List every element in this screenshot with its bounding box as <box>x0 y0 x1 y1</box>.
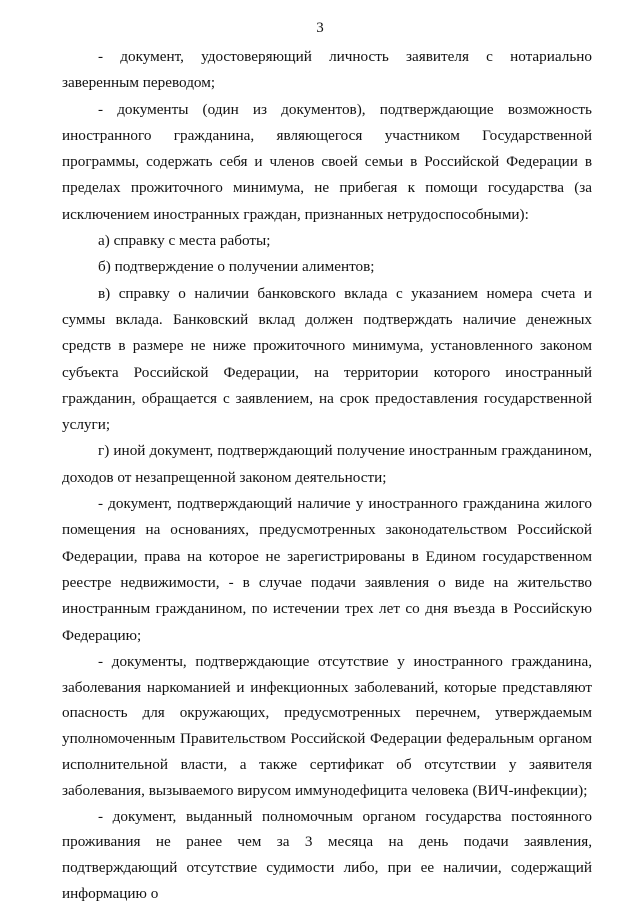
paragraph-housing: - документ, подтверждающий наличие у иностранного гражданина жилого помещения на основаниях, предусмотренных законодательством Российской Федерации, права на которое не зарегистрированы в Едином государственном реестре недвижимости, - в случае подачи заявления о виде на жительство иностранным гражданином, по истечении трех лет со дня въезда в Российскую Федерацию; <box>62 495 592 644</box>
paragraph-other-income: г) иной документ, подтверждающий получение иностранным гражданином, доходов от незапрещенной законом деятельности; <box>62 442 592 486</box>
document-body <box>62 44 592 907</box>
paragraph-criminal-record: - документ, выданный полномочным органом государства постоянного проживания не ранее чем за 3 месяца на день подачи заявления, подтверждающий отсутствие судимости либо, при ее наличии, содержащий информацию о <box>62 807 592 902</box>
paragraph-alimony-confirmation: б) подтверждение о получении алиментов; <box>98 258 375 276</box>
paragraph-bank-deposit: в) справку о наличии банковского вклада с указанием номера счета и суммы вклада. Банковский вклад должен подтверждать наличие денежных средств в размере не ниже прожиточного минимума, установленного законом субъекта Российской Федерации, на территории которого иностранный гражданин, обращается с заявлением, на срок предоставления государственной услуги; <box>62 284 592 434</box>
paragraph-medical-certificates: - документы, подтверждающие отсутствие у иностранного гражданина, заболевания наркоманией и инфекционных заболеваний, которые представляют опасность для окружающих, предусмотренных перечнем, утверждаемым уполномоченным Правительством Российской Федерации федеральным органом исполнительной власти, а также сертификат об отсутствии у заявителя заболевания, вызываемого вирусом иммунодефицита человека (ВИЧ-инфекции); <box>62 652 592 799</box>
paragraph-financial-means: - документы (один из документов), подтверждающие возможность иностранного гражданина, являющегося участником Государственной программы, содержать себя и членов своей семьи в Российской Федерации в пределах прожиточного минимума, не прибегая к помощи государства (за исключением иностранных граждан, признанных нетрудоспособными): <box>62 100 592 223</box>
paragraph-identity-document: - документ, удостоверяющий личность заявителя с нотариально заверенным переводом; <box>62 48 592 92</box>
page-number: 3 <box>316 20 324 36</box>
paragraph-work-certificate: а) справку с места работы; <box>98 232 271 250</box>
